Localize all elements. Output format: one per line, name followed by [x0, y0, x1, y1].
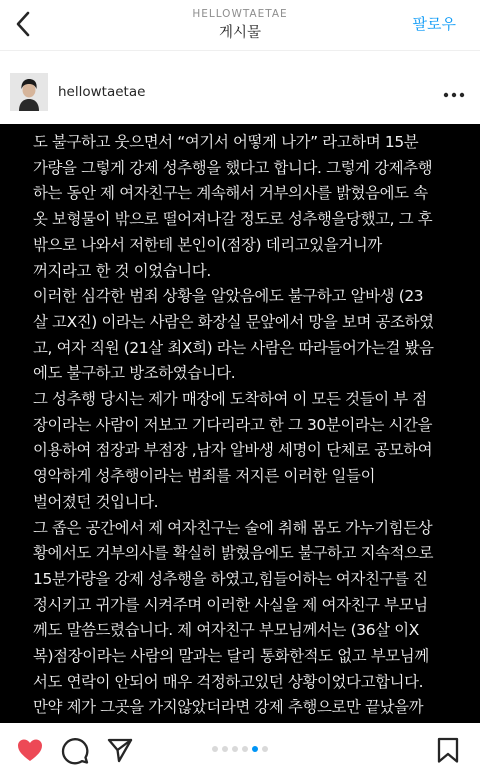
post-text-line: 옷 보형물이 밖으로 떨어져나갈 정도로 성추행을당했고, 그 후: [33, 210, 433, 229]
post-text-line: 하는 동안 제 여자친구는 계속해서 거부의사를 밝혔음에도 속: [33, 184, 428, 203]
save-button[interactable]: [434, 736, 462, 764]
post-text-line: 이용하여 점장과 부점장 ,남자 알바생 세명이 단체로 공모하여: [33, 441, 433, 460]
carousel-dot[interactable]: [242, 746, 248, 752]
bookmark-icon: [434, 736, 462, 764]
post-text-line: 도 불구하고 웃으면서 “여기서 어떻게 나가” 라고하며 15분: [33, 133, 419, 151]
post-image[interactable]: [0, 124, 480, 723]
post-text-line: 복)점장이라는 사람의 말과는 달리 통화한적도 없고 부모님께: [33, 647, 429, 666]
post-text-line: 고, 여자 직원 (21살 최X희) 라는 사람은 따라들어가는걸 봤음: [33, 338, 434, 357]
follow-button[interactable]: 팔로우: [412, 15, 456, 33]
avatar-image: [10, 73, 48, 111]
more-horizontal-icon: [442, 89, 466, 101]
post-text-line: 그 좁은 공간에서 제 여자친구는 술에 취해 몸도 가누기힘든상: [33, 518, 433, 537]
carousel-dot[interactable]: [232, 746, 238, 752]
post-text-line: 영악하게 성추행이라는 범죄를 저지른 이러한 일들이: [33, 467, 376, 486]
top-nav-bar: [0, 0, 480, 50]
header-username: HELLOWTAETAE: [192, 8, 288, 20]
page-title: 게시물: [218, 25, 262, 41]
post-text-line: 황에서도 거부의사를 확실히 밝혔음에도 불구하고 지속적으로: [33, 544, 434, 563]
back-button[interactable]: [10, 10, 36, 38]
post-text-line: 꺼지라고 한 것 이었습니다.: [33, 261, 211, 280]
post-text-line: 밖으로 나와서 저한테 본인이(점장) 데리고있을거니까: [33, 235, 382, 254]
more-options-button[interactable]: [442, 86, 466, 98]
post-text-line: 장이라는 사람이 저보고 기다리라고 한 그 30분이라는 시간을: [33, 415, 433, 434]
post-text-line: 그 성추행 당시는 제가 매장에 도착하여 이 모든 것들이 부 점: [33, 390, 427, 409]
post-text-line: 에도 불구하고 방조하였습니다.: [33, 364, 236, 383]
post-text-line: 이러한 심각한 범죄 상황을 알았음에도 불구하고 알바생 (23: [33, 287, 424, 306]
post-text-line: 벌어졌던 것입니다.: [33, 492, 159, 511]
header-divider: [0, 50, 480, 51]
avatar[interactable]: [10, 73, 48, 111]
post-text-body: [33, 130, 461, 747]
post-header: [0, 62, 480, 114]
carousel-dot-active[interactable]: [252, 746, 258, 752]
post-text-line: 정시키고 귀가를 시켜주며 이러한 사실을 제 여자친구 부모님: [33, 595, 428, 614]
carousel-indicator: [0, 746, 480, 752]
post-text-line: 만약 제가 그곳을 가지않았더라면 강제 추행으로만 끝났을까: [33, 698, 424, 717]
chevron-left-icon: [14, 10, 32, 38]
post-text-line: 가량을 그렇게 강제 성추행을 했다고 합니다. 그렇게 강제추행: [33, 158, 433, 177]
carousel-dot[interactable]: [262, 746, 268, 752]
post-text-line: 15분가량을 강제 성추행을 하였고,힘들어하는 여자친구를 진: [33, 569, 428, 588]
post-username[interactable]: hellowtaetae: [58, 84, 146, 100]
post-text-line: 서도 연락이 안되어 매우 걱정하고있던 상황이었다고합니다.: [33, 672, 424, 691]
post-text-line: 께도 말씀드렸습니다. 제 여자친구 부모님께서는 (36살 이X: [33, 621, 419, 640]
post-text-line: 살 고X진) 이라는 사람은 화장실 문앞에서 망을 보며 공조하였: [33, 312, 434, 331]
header-center: [0, 7, 480, 43]
carousel-dot[interactable]: [212, 746, 218, 752]
carousel-dot[interactable]: [222, 746, 228, 752]
action-bar: [0, 723, 480, 767]
